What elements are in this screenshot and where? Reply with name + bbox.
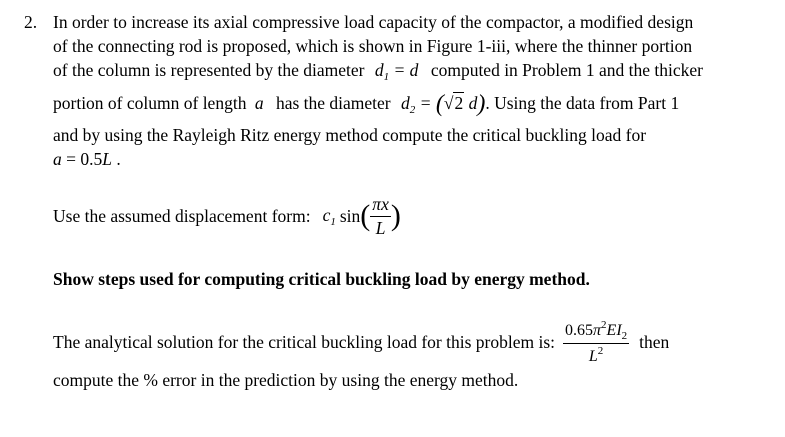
line3-text-a: of the column is represented by the diameter <box>53 60 365 80</box>
paren-left: ( <box>360 199 371 232</box>
assumed-coef: $c_1$ <box>322 204 336 228</box>
assumed-displacement <box>53 190 401 242</box>
analytical-numerator: $0.65\pi^2EI_2$ <box>565 318 628 342</box>
sin-denominator: L <box>375 217 386 238</box>
analytical-solution <box>53 318 669 366</box>
problem-line-4 <box>53 92 679 121</box>
problem-line-1: In order to increase its axial compressive load capacity of the compactor, a modified design <box>53 12 694 32</box>
sin-fraction <box>370 194 391 239</box>
analytical-tail: then <box>639 331 670 352</box>
line4-text-c: . Using the data from Part 1 <box>485 93 680 113</box>
d2-equation: $d_2 = (√2$ d) <box>401 91 486 117</box>
analytical-line-2: compute the % error in the prediction by using the energy method. <box>53 370 519 390</box>
analytical-fraction <box>563 319 629 366</box>
sin-numerator: πx <box>370 194 391 217</box>
line3-text-b: computed in Problem 1 and the thicker <box>430 60 703 80</box>
paren-right: ) <box>390 199 401 232</box>
sin-fn: sin <box>339 205 361 226</box>
problem-line-5: and by using the Rayleigh Ritz energy method compute the critical buckling load for <box>53 125 647 145</box>
problem-line-2: of the connecting rod is proposed, which is shown in Figure 1-iii, where the thinner portion <box>53 36 693 56</box>
analytical-denominator: $L^2$ <box>588 344 604 365</box>
line4-text-a: portion of column of length <box>53 93 247 113</box>
instruction-text: Show steps used for computing critical buckling load by energy method. <box>53 269 590 289</box>
assumed-label: Use the assumed displacement form: <box>53 205 311 226</box>
analytical-lead: The analytical solution for the critical buckling load for this problem is: <box>53 331 556 352</box>
problem-line-3 <box>53 59 703 88</box>
a-value: a = 0.5L . <box>53 149 121 169</box>
d1-equation: $d_1 = d$ <box>374 60 419 83</box>
problem-number: 2. <box>24 12 38 32</box>
var-a: a <box>254 93 264 113</box>
line4-text-b: has the diameter <box>275 93 391 113</box>
